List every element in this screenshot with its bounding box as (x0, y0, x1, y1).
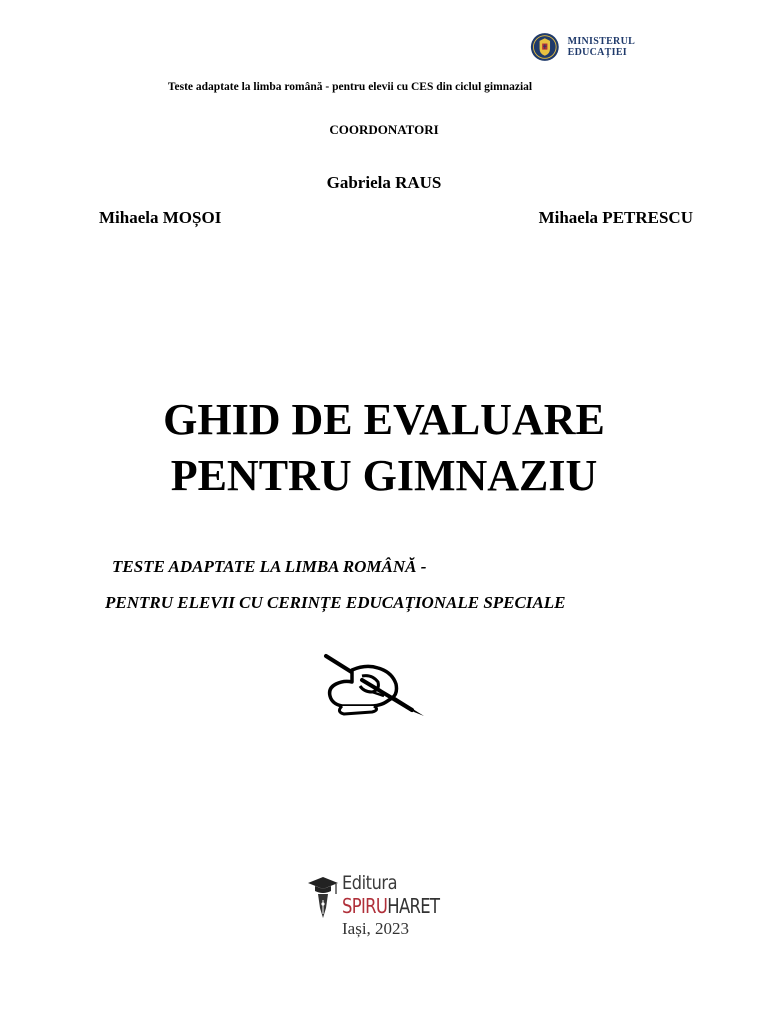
coordinators-label: COORDONATORI (329, 122, 439, 137)
publisher-brand-part-1: SPIRU (342, 894, 388, 918)
ministry-logo (530, 30, 680, 64)
publisher-logo (306, 872, 476, 922)
subtitle-line-1: TESTE ADAPTATE LA LIMBA ROMÂNĂ - (112, 557, 427, 576)
publisher-editura: Editura (342, 872, 398, 894)
publisher-brand-part-2: HARET (387, 894, 440, 918)
coordinator-right: Mihaela PETRESCU (538, 208, 693, 227)
graduation-cap-pen-icon (306, 874, 340, 920)
coordinator-main: Gabriela RAUS (326, 173, 442, 192)
main-title-line-1: GHID DE EVALUARE (163, 395, 605, 444)
hand-writing-icon (322, 652, 428, 720)
publisher-brand (342, 894, 439, 918)
ministry-name: MINISTERUL EDUCAȚIEI (567, 36, 635, 58)
main-title-line-2: PENTRU GIMNAZIU (170, 451, 598, 500)
coat-of-arms-icon (530, 30, 560, 64)
coordinator-left: Mihaela MOȘOI (99, 208, 222, 227)
main-title (0, 392, 768, 504)
subtitle-line-2: PENTRU ELEVII CU CERINȚE EDUCAȚIONALE SPECIALE (105, 593, 566, 612)
place-year: Iași, 2023 (342, 919, 410, 938)
small-title: Teste adaptate la limba română - pentru elevii cu CES din ciclul gimnazial (167, 81, 533, 93)
